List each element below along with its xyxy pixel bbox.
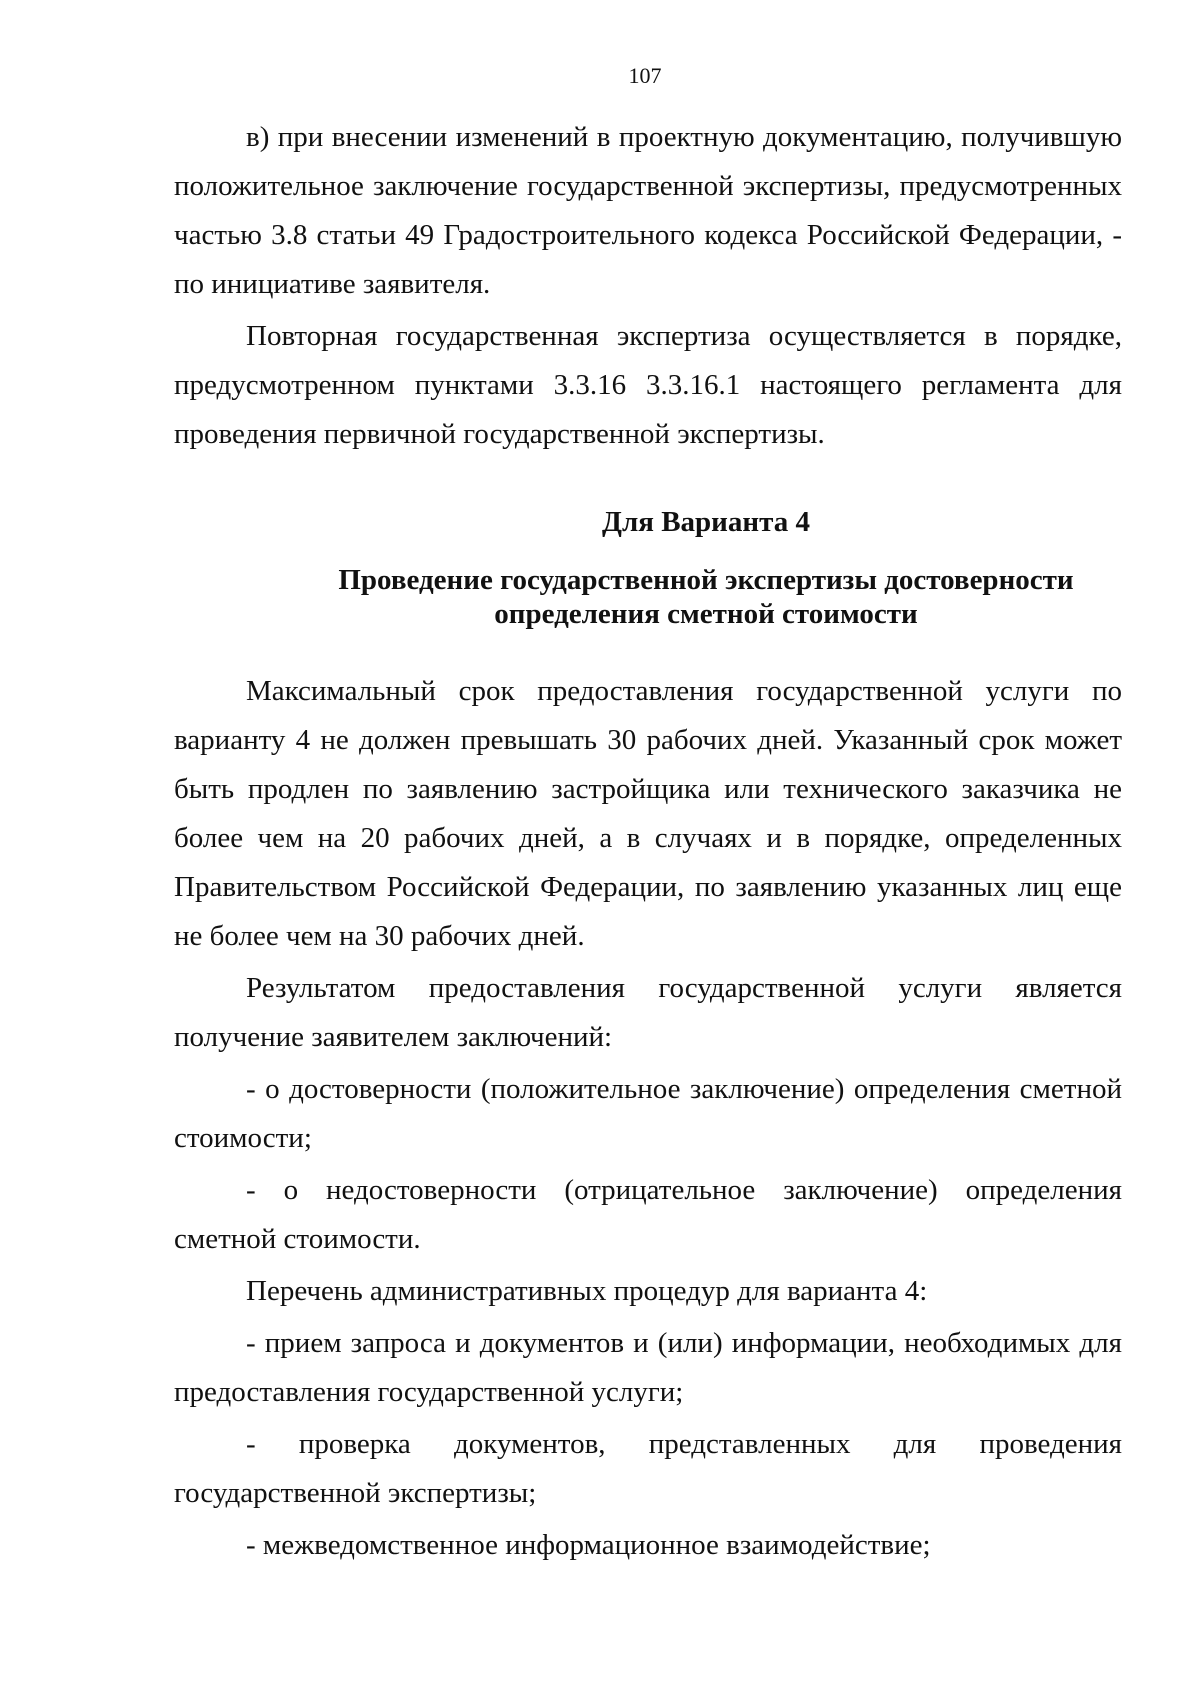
- result-item-negative: - о недостоверности (отрицательное заключение) определения сметной стоимости.: [174, 1174, 1122, 1255]
- document-body: [174, 113, 1122, 1570]
- result-list: [174, 1065, 1122, 1264]
- page-number: 107: [628, 63, 662, 88]
- paragraph-max-term: Максимальный срок предоставления государственной услуги по варианту 4 не должен превышать 30 рабочих дней. Указанный срок может быть продлен по заявлению застройщика или технического заказчика не более чем на 20 рабочих дней, а в случаях и в порядке, определенных Правительством Российской Федерации, по заявлению указанных лиц еще не более чем на 30 рабочих дней.: [174, 675, 1122, 952]
- section-heading: [174, 503, 1122, 631]
- paragraph-repeat-expertise: Повторная государственная экспертиза осуществляется в порядке, предусмотренном пунктами 3.3.16 3.3.16.1 настоящего регламента для проведения первичной государственной экспертизы.: [174, 320, 1122, 450]
- paragraph-procedures-intro: Перечень административных процедур для варианта 4:: [246, 1275, 928, 1307]
- paragraph-item-v: в) при внесении изменений в проектную документацию, получившую положительное заключение государственной экспертизы, предусмотренных частью 3.8 статьи 49 Градостроительного кодекса Российской Федерации, - по инициативе заявителя.: [174, 121, 1122, 300]
- procedure-item-1: - прием запроса и документов и (или) информации, необходимых для предоставления государственной услуги;: [174, 1327, 1122, 1408]
- procedure-list: [174, 1319, 1122, 1570]
- procedure-item-3: - межведомственное информационное взаимодействие;: [246, 1529, 931, 1561]
- section-title: [174, 563, 1122, 631]
- procedure-item-2: - проверка документов, представленных для проведения государственной экспертизы;: [174, 1428, 1122, 1509]
- section-title-line-2: определения сметной стоимости: [494, 598, 918, 630]
- paragraph-result-intro: Результатом предоставления государственной услуги является получение заявителем заключений:: [174, 972, 1122, 1053]
- section-title-line-1: Проведение государственной экспертизы достоверности: [338, 564, 1074, 596]
- variant-heading: Для Варианта 4: [602, 506, 810, 538]
- result-item-positive: - о достоверности (положительное заключение) определения сметной стоимости;: [174, 1073, 1122, 1154]
